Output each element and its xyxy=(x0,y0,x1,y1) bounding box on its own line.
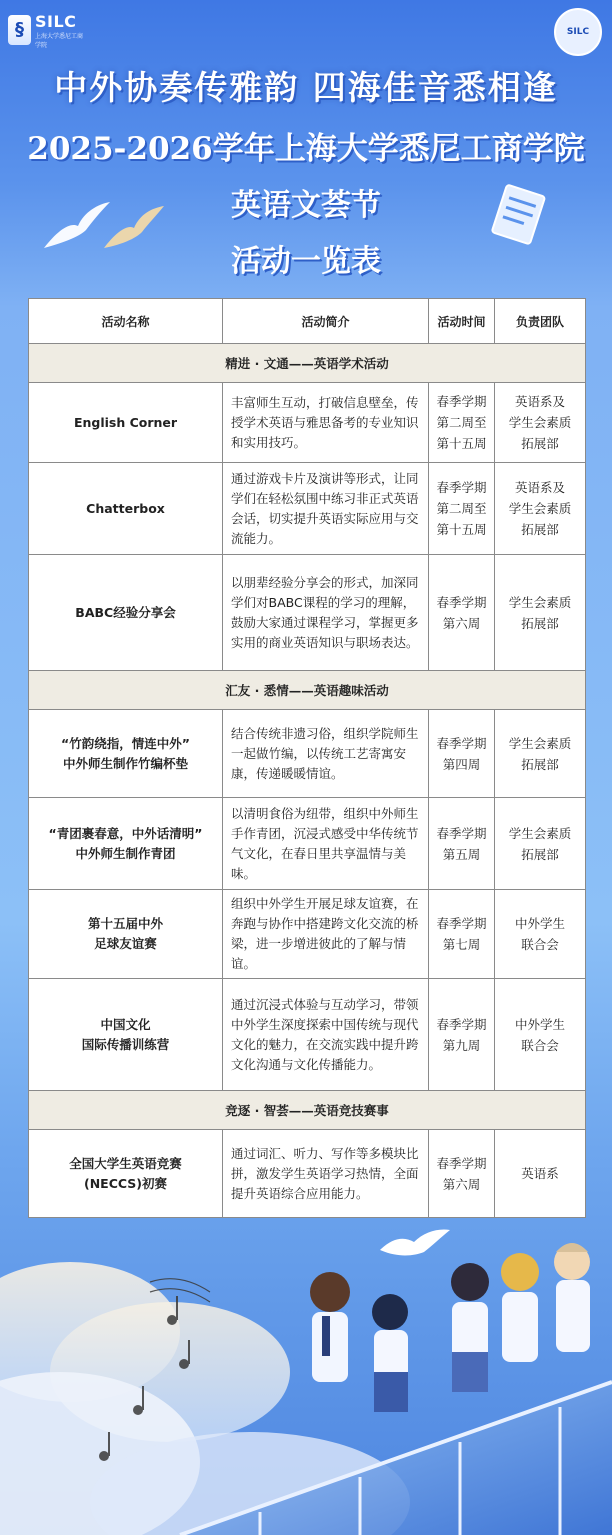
table-row xyxy=(29,1130,586,1218)
activity-name: “青团裹春意，中外话清明” 中外师生制作青团 xyxy=(29,798,223,890)
activity-name: 全国大学生英语竞赛 (NECCS)初赛 xyxy=(29,1130,223,1218)
column-header-time: 活动时间 xyxy=(429,299,495,344)
activity-team: 学生会素质 拓展部 xyxy=(495,710,586,798)
table-row xyxy=(29,710,586,798)
activity-time: 春季学期 第九周 xyxy=(429,979,495,1091)
column-header-name: 活动名称 xyxy=(29,299,223,344)
activity-time: 春季学期 第二周至 第十五周 xyxy=(429,463,495,555)
activity-name: 中国文化 国际传播训练营 xyxy=(29,979,223,1091)
activity-team: 中外学生 联合会 xyxy=(495,890,586,979)
activity-team: 英语系 xyxy=(495,1130,586,1218)
activity-name: Chatterbox xyxy=(29,463,223,555)
activity-time: 春季学期 第四周 xyxy=(429,710,495,798)
section-title: 竞逐 · 智荟——英语竞技赛事 xyxy=(29,1091,586,1130)
activity-name: English Corner xyxy=(29,383,223,463)
column-header-desc: 活动简介 xyxy=(223,299,429,344)
activity-team: 英语系及 学生会素质 拓展部 xyxy=(495,463,586,555)
logo-left-subtext: 上海大学悉尼工商学院 xyxy=(34,32,83,49)
column-header-team: 负责团队 xyxy=(495,299,586,344)
activity-desc: 通过沉浸式体验与互动学习，带领中外学生深度探索中国传统与现代文化的魅力，在交流实践中提升跨文化沟通与文化传播能力。 xyxy=(223,979,429,1091)
activity-team: 学生会素质 拓展部 xyxy=(495,555,586,671)
festival-title: 英语文荟节 xyxy=(231,188,381,223)
activity-name: “竹韵绕指，情连中外” 中外师生制作竹编杯垫 xyxy=(29,710,223,798)
table-row xyxy=(29,890,586,979)
section-title: 汇友 · 悉情——英语趣味活动 xyxy=(29,671,586,710)
table-row xyxy=(29,979,586,1091)
activity-desc: 丰富师生互动，打破信息壁垒，传授学术英语与雅思备考的专业知识和实用技巧。 xyxy=(223,383,429,463)
activity-time: 春季学期 第二周至 第十五周 xyxy=(429,383,495,463)
activity-team: 学生会素质 拓展部 xyxy=(495,798,586,890)
activity-team: 英语系及 学生会素质 拓展部 xyxy=(495,383,586,463)
table-row xyxy=(29,555,586,671)
activity-team: 中外学生 联合会 xyxy=(495,979,586,1091)
slogan-title: 中外协奏传雅韵 四海佳音悉相逢 xyxy=(54,68,558,107)
section-title: 精进 · 文通——英语学术活动 xyxy=(29,344,586,383)
activity-desc: 以朋辈经验分享会的形式，加深同学们对BABC课程的学习的理解，鼓励大家通过课程学习，掌握更多实用的商业英语知识与职场表达。 xyxy=(223,555,429,671)
activity-name: 第十五届中外 足球友谊赛 xyxy=(29,890,223,979)
activity-desc: 结合传统非遗习俗，组织学院师生一起做竹编，以传统工艺寄寓安康，传递暖暖情谊。 xyxy=(223,710,429,798)
activity-name: BABC经验分享会 xyxy=(29,555,223,671)
activity-desc: 以清明食俗为纽带，组织中外师生手作青团，沉浸式感受中华传统节气文化，在春日里共享温情与美味。 xyxy=(223,798,429,890)
activity-desc: 通过词汇、听力、写作等多模块比拼，激发学生英语学习热情，全面提升英语综合应用能力。 xyxy=(223,1130,429,1218)
table-header-row xyxy=(29,299,586,344)
silc-logo xyxy=(8,10,88,50)
table-row xyxy=(29,798,586,890)
activity-time: 春季学期 第七周 xyxy=(429,890,495,979)
table-row xyxy=(29,383,586,463)
shield-icon: § xyxy=(8,15,31,45)
section-header xyxy=(29,1091,586,1130)
activity-time: 春季学期 第六周 xyxy=(429,555,495,671)
emblem-text: SILC xyxy=(566,27,590,37)
section-header xyxy=(29,671,586,710)
activity-table xyxy=(28,298,585,1218)
activity-time: 春季学期 第六周 xyxy=(429,1130,495,1218)
year-school-title: 2025-2026学年上海大学悉尼工商学院 xyxy=(27,131,585,167)
students-illustration xyxy=(0,1212,612,1535)
schedule-title: 活动一览表 xyxy=(231,244,381,279)
section-header xyxy=(29,344,586,383)
activity-time: 春季学期 第五周 xyxy=(429,798,495,890)
activity-desc: 组织中外学生开展足球友谊赛，在奔跑与协作中搭建跨文化交流的桥梁，进一步增进彼此的了解与情谊。 xyxy=(223,890,429,979)
table-row xyxy=(29,463,586,555)
activity-desc: 通过游戏卡片及演讲等形式，让同学们在轻松氛围中练习非正式英语会话，切实提升英语实际应用与交流能力。 xyxy=(223,463,429,555)
dove-icon xyxy=(100,204,166,252)
school-emblem xyxy=(554,8,602,56)
student-figures xyxy=(310,1230,590,1413)
logo-left-text: SILC xyxy=(34,11,77,31)
